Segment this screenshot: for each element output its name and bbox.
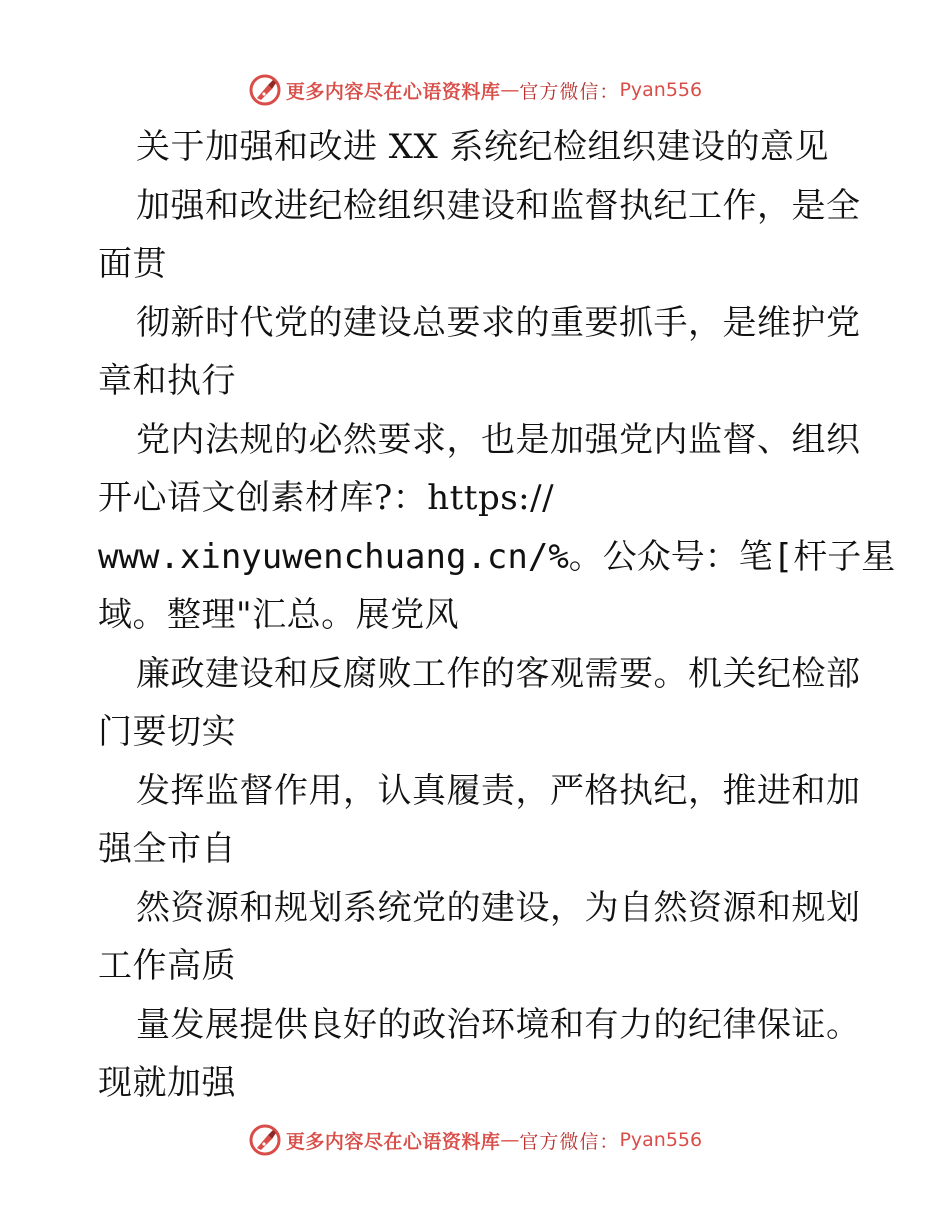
paragraph-line: 章和执行 (98, 361, 236, 401)
paragraph-line: 廉政建设和反腐败工作的客观需要。机关纪检部 (136, 653, 861, 694)
document-title: 关于加强和改进 XX 系统纪检组织建设的意见 (136, 127, 830, 167)
paragraph-line: 面贯 (98, 244, 167, 284)
watermark-contact-value: Pyan556 (619, 79, 703, 101)
paragraph-line: 工作高质 (98, 946, 236, 986)
paragraph-line: 强全市自 (98, 829, 236, 869)
watermark-separator: — (500, 79, 520, 101)
footer-watermark (0, 1120, 950, 1160)
paragraph-line: 然资源和规划系统党的建设，为自然资源和规划 (136, 887, 861, 928)
paragraph-line: 加强和改进纪检组织建设和监督执纪工作，是全 (136, 185, 861, 226)
promo-line: 域。整理"汇总。展党风 (98, 595, 460, 635)
pen-nib-logo-icon (248, 1123, 282, 1157)
paragraph-line: 彻新时代党的建设总要求的重要抓手，是维护党 (136, 302, 861, 343)
document-body (98, 118, 896, 1113)
watermark-main-text: 更多内容尽在心语资料库 (285, 80, 501, 103)
watermark-main-text: 更多内容尽在心语资料库 (285, 1130, 501, 1153)
watermark-contact-label: 官方微信： (519, 80, 620, 103)
pen-nib-logo-icon (248, 73, 282, 107)
watermark-separator: — (500, 1129, 520, 1151)
watermark-contact-label: 官方微信： (519, 1130, 620, 1153)
paragraph-line: 量发展提供良好的政治环境和有力的纪律保证。 (136, 1004, 861, 1045)
promo-url-line: www.xinyuwenchuang.cn/%。公众号：笔[杆子星 (98, 536, 896, 577)
paragraph-line: 党内法规的必然要求，也是加强党内监督、组织 (136, 419, 861, 460)
promo-line: 开心语文创素材库?：https:// (98, 478, 555, 518)
paragraph-line: 发挥监督作用，认真履责，严格执纪，推进和加 (136, 770, 861, 811)
paragraph-line: 现就加强 (98, 1063, 236, 1103)
paragraph-line: 门要切实 (98, 712, 236, 752)
header-watermark (0, 70, 950, 110)
watermark-contact-value: Pyan556 (619, 1129, 703, 1151)
